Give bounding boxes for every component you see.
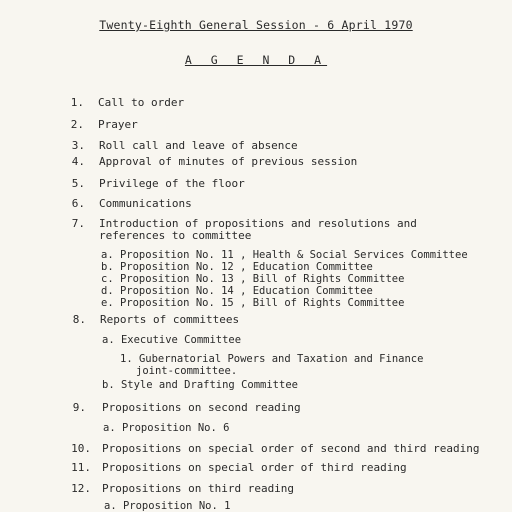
item-9-sub-a: a. Proposition No. 6 (103, 422, 230, 434)
item-text: Propositions on special order of second and third reading (102, 442, 480, 455)
session-header: Twenty-Eighth General Session - 6 April 1970 (99, 18, 413, 32)
item-number: 9. (72, 401, 86, 414)
item-number: 10. (71, 442, 91, 455)
item-7-sub-d: d. Proposition No. 14 , Education Committee (101, 285, 373, 297)
item-7-sub-b: b. Proposition No. 12 , Education Committee (101, 261, 373, 273)
item-12-sub-a: a. Proposition No. 1 (104, 500, 231, 512)
item-text: Prayer (98, 118, 138, 131)
item-number: 5. (71, 177, 85, 190)
item-text: Propositions on third reading (102, 482, 295, 495)
item-number: 6. (71, 197, 85, 210)
item-8-sub-a1-line1: 1. Gubernatorial Powers and Taxation and Finance (120, 353, 424, 365)
item-8-sub-b: b. Style and Drafting Committee (102, 379, 298, 391)
item-8-sub-a1-line2: joint-committee. (136, 365, 238, 377)
item-text: Reports of committees (100, 313, 240, 326)
item-text: Roll call and leave of absence (99, 139, 298, 152)
item-text: Propositions on special order of third reading (102, 461, 407, 474)
item-text: Privilege of the floor (99, 177, 245, 190)
agenda-item-7-line2: references to committee (99, 229, 252, 242)
item-8-sub-a: a. Executive Committee (102, 334, 242, 346)
item-text: Propositions on second reading (102, 401, 301, 414)
item-number: 4. (71, 155, 85, 168)
item-7-sub-c: c. Proposition No. 13 , Bill of Rights Committee (101, 273, 405, 285)
item-number: 7. (71, 217, 85, 230)
item-text: Introduction of propositions and resolutions and (99, 217, 417, 230)
item-text: Communications (99, 197, 192, 210)
item-number: 11. (71, 461, 91, 474)
item-7-sub-e: e. Proposition No. 15 , Bill of Rights Committee (101, 297, 405, 309)
item-text: Approval of minutes of previous session (99, 155, 358, 168)
item-number: 3. (71, 139, 85, 152)
item-number: 1. (70, 96, 84, 109)
item-number: 12. (71, 482, 91, 495)
item-number: 8. (72, 313, 86, 326)
item-text: Call to order (98, 96, 185, 109)
agenda-title: A G E N D A (184, 53, 328, 67)
item-number: 2. (70, 118, 84, 131)
item-7-sub-a: a. Proposition No. 11 , Health & Social Services Committee (101, 249, 468, 261)
